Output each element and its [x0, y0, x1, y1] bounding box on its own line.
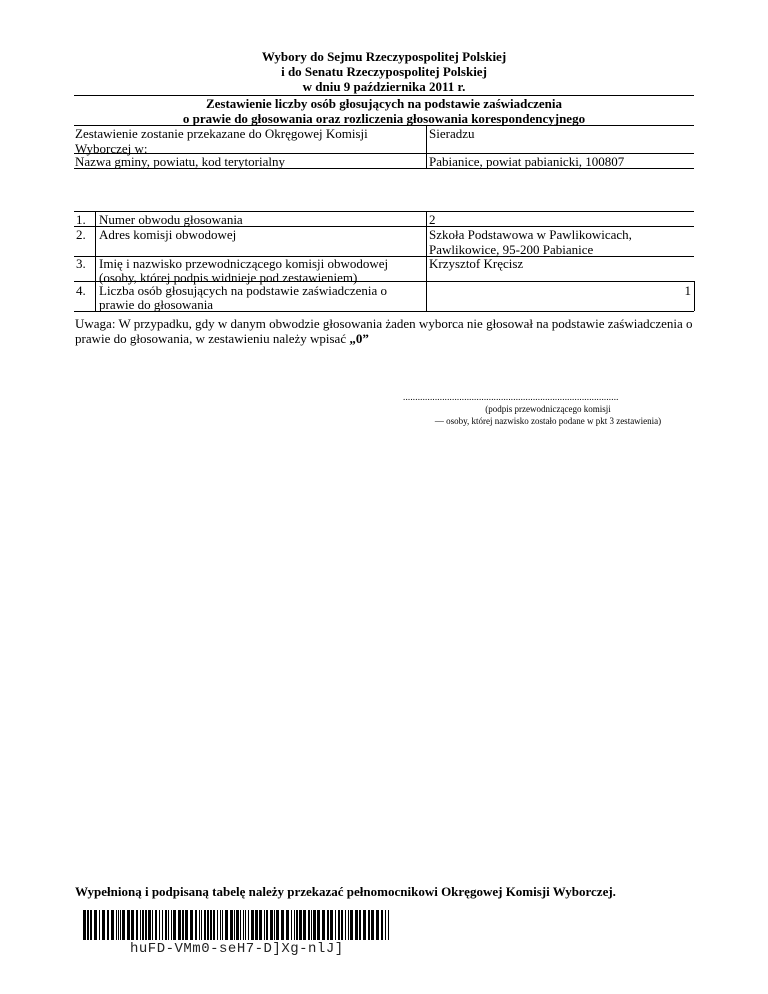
note-zero: „0”: [349, 331, 369, 346]
divider: [74, 168, 694, 169]
footer-instruction: Wypełnioną i podpisaną tabelę należy przekazać pełnomocnikowi Okręgowej Komisji Wyborczej.: [75, 884, 616, 899]
row-label: Numer obwodu głosowania: [99, 212, 243, 227]
row-label-line1: Liczba osób głosujących na podstawie zaświadczenia o: [99, 283, 388, 298]
row-label-line2: prawie do głosowania: [99, 297, 214, 312]
row-label-line1: Imię i nazwisko przewodniczącego komisji obwodowej: [99, 256, 389, 271]
header-title-line2: i do Senatu Rzeczypospolitej Polskiej: [281, 64, 487, 79]
row-value-line1: Szkoła Podstawowa w Pawlikowicach,: [429, 227, 632, 242]
signature-caption-line2: — osoby, której nazwisko zostało podane w pkt 3 zestawienia): [434, 416, 662, 426]
note-line1: Uwaga: W przypadku, gdy w danym obwodzie głosowania żaden wyborca nie głosował na podstawie zaświadczenia o: [75, 316, 693, 331]
divider: [426, 125, 427, 168]
signature-line: ........................................................................................: [403, 392, 619, 402]
row-number: 2.: [76, 227, 86, 242]
row-number: 4.: [76, 283, 86, 298]
row-number: 3.: [76, 256, 86, 271]
row-label: Adres komisji obwodowej: [99, 227, 237, 242]
note-line2: [75, 331, 369, 346]
gmina-label: Nazwa gminy, powiatu, kod terytorialny: [75, 154, 285, 169]
row-value: Krzysztof Kręcisz: [429, 256, 524, 271]
divider: [74, 281, 694, 282]
row-value: 2: [429, 212, 436, 227]
signature-caption-line1: (podpis przewodniczącego komisji: [485, 404, 611, 414]
row-value-line2: Pawlikowice, 95-200 Pabianice: [429, 242, 594, 257]
divider: [74, 311, 694, 312]
gmina-value: Pabianice, powiat pabianicki, 100807: [429, 154, 625, 169]
row-value: 1: [684, 283, 691, 298]
divider: [694, 281, 695, 311]
header-title-line1: Wybory do Sejmu Rzeczypospolitej Polskiej: [261, 49, 507, 64]
barcode-icon: [83, 910, 393, 940]
header-title-line3: w dniu 9 października 2011 r.: [302, 79, 466, 94]
commission-label-line1: Zestawienie zostanie przekazane do Okręgowej Komisji: [75, 126, 368, 141]
commission-value: Sieradzu: [429, 126, 475, 141]
subheader-line2: o prawie do głosowania oraz rozliczenia głosowania korespondencyjnego: [182, 111, 586, 126]
commission-label-line2: Wyborczej w:: [75, 141, 148, 156]
subheader-line1: Zestawienie liczby osób głosujących na podstawie zaświadczenia: [205, 96, 563, 111]
row-label-line2: (osoby, której podpis widnieje pod zestawieniem): [99, 270, 358, 285]
note-text: prawie do głosowania, w zestawieniu należy wpisać: [75, 331, 350, 346]
barcode-text: huFD-VMm0-seH7-D]Xg-nlJ]: [130, 941, 344, 957]
row-number: 1.: [76, 212, 86, 227]
